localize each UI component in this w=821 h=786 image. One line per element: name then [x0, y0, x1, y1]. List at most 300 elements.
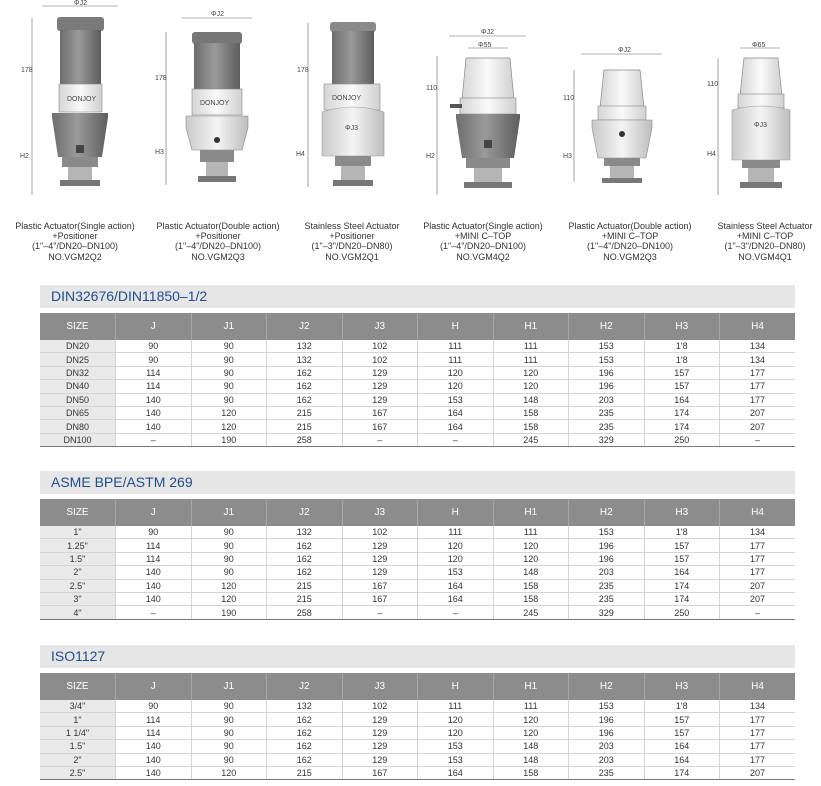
value-cell: 177	[720, 566, 796, 579]
value-cell: 158	[493, 592, 569, 605]
value-cell: 196	[569, 539, 645, 552]
value-cell: 196	[569, 726, 645, 739]
column-header: J1	[191, 499, 267, 526]
value-cell: 207	[720, 592, 796, 605]
value-cell: –	[720, 606, 796, 619]
dim-height-top: 178	[21, 67, 33, 74]
column-header: J3	[342, 313, 418, 340]
size-cell: 2.5"	[40, 766, 116, 779]
value-cell: 111	[493, 526, 569, 539]
value-cell: 140	[116, 420, 192, 433]
size-cell: 2.5"	[40, 579, 116, 592]
value-cell: 120	[493, 726, 569, 739]
value-cell: 120	[493, 539, 569, 552]
table-row	[40, 740, 795, 753]
value-cell: 215	[267, 420, 343, 433]
size-cell: 1 1/4"	[40, 726, 116, 739]
value-cell: 90	[191, 393, 267, 406]
table-row	[40, 713, 795, 726]
value-cell: 162	[267, 366, 343, 379]
value-cell: 90	[116, 353, 192, 366]
size-cell: 1.25"	[40, 539, 116, 552]
dim-height-bottom: H3	[563, 153, 572, 160]
column-header: J3	[342, 499, 418, 526]
value-cell: 90	[191, 380, 267, 393]
value-cell: 90	[191, 753, 267, 766]
value-cell: 1'8	[644, 340, 720, 353]
drawing-vgm4q2	[426, 29, 526, 195]
value-cell: –	[418, 606, 494, 619]
value-cell: 120	[191, 592, 267, 605]
value-cell: 129	[342, 380, 418, 393]
value-cell: 196	[569, 380, 645, 393]
size-cell: 2"	[40, 753, 116, 766]
value-cell: 177	[720, 539, 796, 552]
value-cell: 162	[267, 539, 343, 552]
value-cell: 1'8	[644, 526, 720, 539]
dim-inner: ΦJ3	[345, 125, 358, 132]
value-cell: 148	[493, 753, 569, 766]
value-cell: 90	[191, 526, 267, 539]
value-cell: 174	[644, 592, 720, 605]
value-cell: 250	[644, 433, 720, 446]
value-cell: 167	[342, 579, 418, 592]
value-cell: 190	[191, 433, 267, 446]
value-cell: 114	[116, 726, 192, 739]
value-cell: 148	[493, 740, 569, 753]
value-cell: 140	[116, 406, 192, 419]
value-cell: 90	[116, 700, 192, 713]
value-cell: 120	[418, 713, 494, 726]
value-cell: 102	[342, 340, 418, 353]
dim-height-top: 178	[297, 67, 309, 74]
value-cell: 111	[493, 700, 569, 713]
value-cell: 158	[493, 420, 569, 433]
value-cell: 129	[342, 393, 418, 406]
value-cell: 235	[569, 579, 645, 592]
value-cell: –	[116, 606, 192, 619]
column-header: H2	[569, 499, 645, 526]
value-cell: 153	[569, 353, 645, 366]
dimension-table	[40, 313, 795, 447]
value-cell: –	[342, 433, 418, 446]
value-cell: 111	[418, 700, 494, 713]
value-cell: 120	[493, 380, 569, 393]
value-cell: 167	[342, 766, 418, 779]
column-header: H3	[644, 673, 720, 700]
value-cell: 157	[644, 380, 720, 393]
table-body	[40, 526, 795, 619]
table-row	[40, 393, 795, 406]
table-row	[40, 433, 795, 446]
value-cell: 129	[342, 566, 418, 579]
dim-height-bottom: H4	[707, 151, 716, 158]
value-cell: 90	[191, 353, 267, 366]
size-cell: DN40	[40, 380, 116, 393]
value-cell: 158	[493, 406, 569, 419]
value-cell: 177	[720, 753, 796, 766]
table-row	[40, 340, 795, 353]
value-cell: 120	[418, 539, 494, 552]
value-cell: 215	[267, 766, 343, 779]
size-cell: DN50	[40, 393, 116, 406]
table-body	[40, 700, 795, 780]
value-cell: 134	[720, 353, 796, 366]
value-cell: 114	[116, 366, 192, 379]
column-header: H1	[493, 673, 569, 700]
column-header: H	[418, 673, 494, 700]
column-header: H1	[493, 313, 569, 340]
value-cell: 235	[569, 420, 645, 433]
value-cell: 102	[342, 353, 418, 366]
value-cell: 177	[720, 366, 796, 379]
value-cell: 111	[493, 353, 569, 366]
drawing-vgm4q1	[707, 42, 790, 195]
value-cell: 162	[267, 713, 343, 726]
dim-body: Φ55	[478, 42, 492, 49]
value-cell: 129	[342, 726, 418, 739]
value-cell: 90	[116, 340, 192, 353]
size-cell: DN80	[40, 420, 116, 433]
table-row	[40, 766, 795, 779]
table-row	[40, 726, 795, 739]
dim-height-top: 110	[426, 85, 438, 92]
value-cell: 162	[267, 393, 343, 406]
value-cell: 90	[191, 566, 267, 579]
value-cell: 120	[418, 380, 494, 393]
value-cell: 153	[569, 340, 645, 353]
value-cell: 140	[116, 740, 192, 753]
column-header: J1	[191, 313, 267, 340]
value-cell: 164	[418, 592, 494, 605]
size-cell: 1.5"	[40, 552, 116, 565]
value-cell: 177	[720, 726, 796, 739]
value-cell: 132	[267, 353, 343, 366]
column-header: J	[116, 673, 192, 700]
value-cell: 90	[191, 740, 267, 753]
size-cell: 1"	[40, 526, 116, 539]
size-cell: DN65	[40, 406, 116, 419]
value-cell: 111	[418, 353, 494, 366]
value-cell: 258	[267, 606, 343, 619]
value-cell: 111	[418, 340, 494, 353]
dim-height-bottom: H3	[155, 149, 164, 156]
table-row	[40, 753, 795, 766]
value-cell: 167	[342, 420, 418, 433]
dim-height-bottom: H2	[426, 153, 435, 160]
value-cell: 162	[267, 380, 343, 393]
value-cell: 134	[720, 700, 796, 713]
column-header: H	[418, 313, 494, 340]
value-cell: 157	[644, 539, 720, 552]
value-cell: 162	[267, 566, 343, 579]
table-row	[40, 420, 795, 433]
size-cell: DN32	[40, 366, 116, 379]
value-cell: 250	[644, 606, 720, 619]
value-cell: 90	[191, 366, 267, 379]
size-cell: 2"	[40, 566, 116, 579]
value-cell: 148	[493, 566, 569, 579]
value-cell: 207	[720, 420, 796, 433]
table-body	[40, 340, 795, 447]
value-cell: 129	[342, 552, 418, 565]
value-cell: 157	[644, 726, 720, 739]
value-cell: 140	[116, 566, 192, 579]
value-cell: 329	[569, 433, 645, 446]
drawing-vgm2q1	[296, 22, 384, 187]
value-cell: 120	[493, 713, 569, 726]
dim-top: ΦJ2	[618, 47, 631, 54]
value-cell: 203	[569, 393, 645, 406]
value-cell: 245	[493, 433, 569, 446]
caption-vgm4q1: Stainless Steel Actuator +MINI C–TOP (1"–3"/DN20–DN80) NO.VGM4Q1	[717, 221, 813, 262]
column-header: H4	[720, 673, 796, 700]
value-cell: 90	[116, 526, 192, 539]
dim-height-top: 110	[563, 95, 575, 102]
value-cell: 207	[720, 406, 796, 419]
value-cell: 153	[418, 740, 494, 753]
column-header: H3	[644, 499, 720, 526]
value-cell: 190	[191, 606, 267, 619]
value-cell: 111	[493, 340, 569, 353]
value-cell: 167	[342, 592, 418, 605]
value-cell: 140	[116, 753, 192, 766]
table-header-row	[40, 673, 795, 700]
value-cell: 177	[720, 380, 796, 393]
column-header: J	[116, 499, 192, 526]
column-header: H2	[569, 313, 645, 340]
drawings-svg	[0, 0, 821, 215]
value-cell: 129	[342, 753, 418, 766]
valve-drawings	[0, 0, 821, 215]
value-cell: 140	[116, 592, 192, 605]
value-cell: 162	[267, 740, 343, 753]
table-row	[40, 539, 795, 552]
dim-height-bottom: H2	[20, 153, 29, 160]
value-cell: 164	[644, 566, 720, 579]
value-cell: 120	[191, 406, 267, 419]
table-header-row	[40, 499, 795, 526]
dim-top: Φ65	[752, 42, 766, 49]
value-cell: 90	[191, 552, 267, 565]
dim-top: ΦJ2	[74, 0, 87, 7]
section-title: DIN32676/DIN11850–1/2	[40, 285, 795, 308]
table-row	[40, 526, 795, 539]
value-cell: 102	[342, 526, 418, 539]
value-cell: 164	[644, 740, 720, 753]
value-cell: 157	[644, 366, 720, 379]
value-cell: 134	[720, 526, 796, 539]
column-header: H2	[569, 673, 645, 700]
value-cell: 120	[493, 552, 569, 565]
value-cell: 157	[644, 552, 720, 565]
caption-vgm2q2: Plastic Actuator(Single action) +Positioner (1"–4"/DN20–DN100) NO.VGM2Q2	[15, 221, 135, 262]
value-cell: 111	[418, 526, 494, 539]
dim-height-top: 110	[707, 81, 719, 88]
size-cell: DN20	[40, 340, 116, 353]
value-cell: 235	[569, 766, 645, 779]
asme-section	[40, 471, 795, 620]
dim-top: ΦJ2	[481, 29, 494, 36]
value-cell: 177	[720, 713, 796, 726]
dimension-table	[40, 499, 795, 620]
value-cell: 114	[116, 713, 192, 726]
column-header: SIZE	[40, 499, 116, 526]
value-cell: 164	[418, 579, 494, 592]
value-cell: 90	[191, 340, 267, 353]
value-cell: 120	[418, 366, 494, 379]
value-cell: 114	[116, 380, 192, 393]
size-cell: 4"	[40, 606, 116, 619]
column-header: J2	[267, 313, 343, 340]
table-row	[40, 566, 795, 579]
drawing-vgm2q2	[20, 0, 118, 195]
column-header: H	[418, 499, 494, 526]
drawing-vgm2q3	[155, 11, 252, 185]
table-row	[40, 552, 795, 565]
value-cell: –	[720, 433, 796, 446]
value-cell: 329	[569, 606, 645, 619]
value-cell: 196	[569, 552, 645, 565]
column-header: SIZE	[40, 313, 116, 340]
column-header: H4	[720, 313, 796, 340]
value-cell: 164	[418, 420, 494, 433]
column-header: J2	[267, 499, 343, 526]
value-cell: 215	[267, 406, 343, 419]
column-header: J2	[267, 673, 343, 700]
value-cell: 140	[116, 393, 192, 406]
value-cell: 114	[116, 539, 192, 552]
section-title: ISO1127	[40, 645, 795, 668]
model-captions	[0, 221, 821, 265]
value-cell: 207	[720, 579, 796, 592]
value-cell: –	[418, 433, 494, 446]
value-cell: 164	[644, 393, 720, 406]
size-cell: DN25	[40, 353, 116, 366]
value-cell: 164	[418, 406, 494, 419]
size-cell: 3/4"	[40, 700, 116, 713]
value-cell: 157	[644, 713, 720, 726]
brand-label: DONJOY	[200, 100, 230, 107]
dimension-table	[40, 673, 795, 780]
value-cell: 120	[191, 579, 267, 592]
value-cell: 153	[418, 393, 494, 406]
value-cell: 162	[267, 753, 343, 766]
value-cell: 177	[720, 393, 796, 406]
value-cell: 1'8	[644, 700, 720, 713]
value-cell: 140	[116, 579, 192, 592]
value-cell: 164	[418, 766, 494, 779]
value-cell: 153	[569, 700, 645, 713]
value-cell: 177	[720, 740, 796, 753]
table-row	[40, 406, 795, 419]
value-cell: 174	[644, 766, 720, 779]
value-cell: 158	[493, 579, 569, 592]
value-cell: 90	[191, 713, 267, 726]
value-cell: –	[342, 606, 418, 619]
value-cell: 203	[569, 753, 645, 766]
value-cell: 167	[342, 406, 418, 419]
brand-label: DONJOY	[332, 95, 362, 102]
value-cell: 153	[569, 526, 645, 539]
value-cell: 129	[342, 740, 418, 753]
size-cell: 1.5"	[40, 740, 116, 753]
din-section	[40, 285, 795, 447]
caption-vgm4q2: Plastic Actuator(Single action) +MINI C–TOP (1"–4"/DN20–DN100) NO.VGM4Q2	[423, 221, 543, 262]
table-row	[40, 700, 795, 713]
value-cell: 177	[720, 552, 796, 565]
dim-height-top: 178	[155, 75, 167, 82]
table-row	[40, 579, 795, 592]
value-cell: 174	[644, 579, 720, 592]
column-header: J	[116, 313, 192, 340]
value-cell: 153	[418, 753, 494, 766]
value-cell: 120	[418, 726, 494, 739]
value-cell: 132	[267, 340, 343, 353]
value-cell: 114	[116, 552, 192, 565]
size-cell: 1"	[40, 713, 116, 726]
dim-inner: ΦJ3	[754, 122, 767, 129]
value-cell: 235	[569, 592, 645, 605]
column-header: H3	[644, 313, 720, 340]
value-cell: 174	[644, 406, 720, 419]
brand-label: DONJOY	[67, 96, 97, 103]
value-cell: 148	[493, 393, 569, 406]
value-cell: 158	[493, 766, 569, 779]
dim-top: ΦJ2	[211, 11, 224, 18]
value-cell: 120	[191, 420, 267, 433]
value-cell: 90	[191, 726, 267, 739]
value-cell: 129	[342, 539, 418, 552]
column-header: H1	[493, 499, 569, 526]
value-cell: 196	[569, 713, 645, 726]
value-cell: 258	[267, 433, 343, 446]
table-row	[40, 592, 795, 605]
value-cell: 120	[191, 766, 267, 779]
table-row	[40, 606, 795, 619]
size-cell: DN100	[40, 433, 116, 446]
value-cell: 129	[342, 366, 418, 379]
column-header: H4	[720, 499, 796, 526]
value-cell: 245	[493, 606, 569, 619]
value-cell: 132	[267, 700, 343, 713]
caption-vgm2q1: Stainless Steel Actuator +Positioner (1"–3"/DN20–DN80) NO.VGM2Q1	[304, 221, 400, 262]
value-cell: 162	[267, 552, 343, 565]
table-row	[40, 380, 795, 393]
value-cell: 90	[191, 700, 267, 713]
iso-section	[40, 645, 795, 780]
dim-height-bottom: H4	[296, 151, 305, 158]
value-cell: 1'8	[644, 353, 720, 366]
caption-vgm2q3: Plastic Actuator(Double action) +Positioner (1"–4"/DN20–DN100) NO.VGM2Q3	[156, 221, 280, 262]
value-cell: 102	[342, 700, 418, 713]
column-header: J1	[191, 673, 267, 700]
value-cell: 120	[418, 552, 494, 565]
value-cell: 196	[569, 366, 645, 379]
caption-vgm2q3-mini: Plastic Actuator(Double action) +MINI C–TOP (1"–4"/DN20–DN100) NO.VGM2Q3	[568, 221, 692, 262]
value-cell: 235	[569, 406, 645, 419]
table-header-row	[40, 313, 795, 340]
value-cell: 132	[267, 526, 343, 539]
table-row	[40, 353, 795, 366]
value-cell: 215	[267, 592, 343, 605]
value-cell: 140	[116, 766, 192, 779]
value-cell: 153	[418, 566, 494, 579]
size-cell: 3"	[40, 592, 116, 605]
value-cell: 203	[569, 566, 645, 579]
section-title: ASME BPE/ASTM 269	[40, 471, 795, 494]
column-header: J3	[342, 673, 418, 700]
